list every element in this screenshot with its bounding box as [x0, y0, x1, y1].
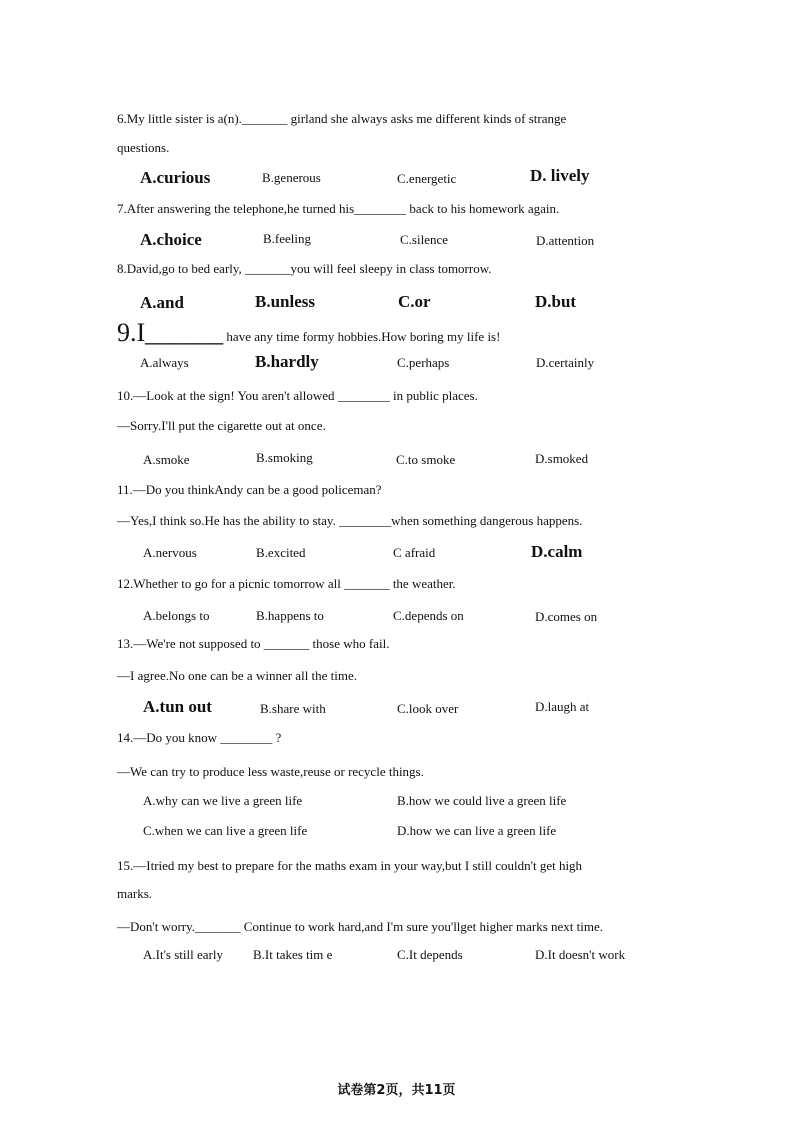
question-7-stem: 7.After answering the telephone,he turned his________ back to his homework again. — [117, 201, 560, 216]
q7-option-b: B.feeling — [263, 231, 312, 246]
question-14-stem-cont: —We can try to produce less waste,reuse or recycle things. — [117, 764, 424, 779]
q6-option-a: A.curious — [140, 168, 211, 187]
question-13-stem: 13.—We're not supposed to _______ those who fail. — [117, 636, 390, 651]
q14-option-a: A.why can we live a green life — [143, 793, 303, 808]
q10-option-a: A.smoke — [143, 452, 190, 467]
question-9-subject-blank: I______ — [136, 318, 224, 347]
question-9-number: 9. — [117, 318, 137, 347]
q6-option-d: D. lively — [530, 166, 590, 185]
q14-option-c: C.when we can live a green life — [143, 823, 308, 838]
question-15-reply: —Don't worry._______ Continue to work hard,and I'm sure you'llget higher marks next time. — [117, 919, 604, 934]
q9-option-b: B.hardly — [255, 352, 319, 371]
q12-option-b: B.happens to — [256, 608, 324, 623]
q10-option-c: C.to smoke — [396, 452, 456, 467]
q12-option-c: C.depends on — [393, 608, 464, 623]
q12-option-d: D.comes on — [535, 609, 598, 624]
q13-option-d: D.laugh at — [535, 699, 590, 714]
q8-option-c: C.or — [398, 292, 431, 311]
q8-option-a: A.and — [140, 293, 184, 312]
q11-option-d: D.calm — [531, 542, 583, 561]
q6-option-b: B.generous — [262, 170, 321, 185]
question-9-stem — [117, 320, 500, 346]
question-6-stem-cont: questions. — [117, 140, 170, 155]
question-12-stem: 12.Whether to go for a picnic tomorrow all _______ the weather. — [117, 576, 456, 591]
q14-option-d: D.how we can live a green life — [397, 823, 557, 838]
q9-option-c: C.perhaps — [397, 355, 450, 370]
q14-option-b: B.how we could live a green life — [397, 793, 567, 808]
q7-option-c: C.silence — [400, 232, 449, 247]
q8-option-d: D.but — [535, 292, 577, 311]
question-10-stem: 10.—Look at the sign! You aren't allowed ________ in public places. — [117, 388, 478, 403]
q8-option-b: B.unless — [255, 292, 315, 311]
question-11-stem-cont: —Yes,I think so.He has the ability to stay. ________when something dangerous happens. — [117, 513, 583, 528]
q7-option-a: A.choice — [140, 230, 202, 249]
question-13-stem-cont: —I agree.No one can be a winner all the time. — [117, 668, 358, 683]
q10-option-d: D.smoked — [535, 451, 589, 466]
q11-option-b: B.excited — [256, 545, 306, 560]
q13-option-c: C.look over — [397, 701, 459, 716]
q12-option-a: A.belongs to — [143, 608, 210, 623]
question-6-stem: 6.My little sister is a(n)._______ girland she always asks me different kinds of strange — [117, 111, 567, 126]
q11-option-a: A.nervous — [143, 545, 197, 560]
q15-option-a: A.It's still early — [143, 947, 223, 962]
question-14-stem: 14.—Do you know ________ ? — [117, 730, 282, 745]
q11-option-c: C afraid — [393, 545, 436, 560]
question-11-stem: 11.—Do you thinkAndy can be a good policeman? — [117, 482, 382, 497]
q10-option-b: B.smoking — [256, 450, 313, 465]
question-8-stem: 8.David,go to bed early, _______you will feel sleepy in class tomorrow. — [117, 261, 492, 276]
question-15-stem-cont: marks. — [117, 886, 153, 901]
q15-option-c: C.It depends — [397, 947, 463, 962]
q6-option-c: C.energetic — [397, 171, 457, 186]
question-10-stem-cont: —Sorry.I'll put the cigarette out at once. — [117, 418, 326, 433]
page-footer: 试卷第2页，共11页 — [337, 1083, 456, 1098]
q9-option-d: D.certainly — [536, 355, 595, 370]
q15-option-d: D.It doesn't work — [535, 947, 626, 962]
q9-option-a: A.always — [140, 355, 189, 370]
q13-option-b: B.share with — [260, 701, 326, 716]
question-9-text: have any time formy hobbies.How boring my life is! — [223, 329, 501, 344]
q13-option-a: A.tun out — [143, 697, 212, 716]
q15-option-b: B.It takes tim e — [253, 947, 333, 962]
q7-option-d: D.attention — [536, 233, 595, 248]
question-15-stem: 15.—Itried my best to prepare for the maths exam in your way,but I still couldn't get high — [117, 858, 583, 873]
